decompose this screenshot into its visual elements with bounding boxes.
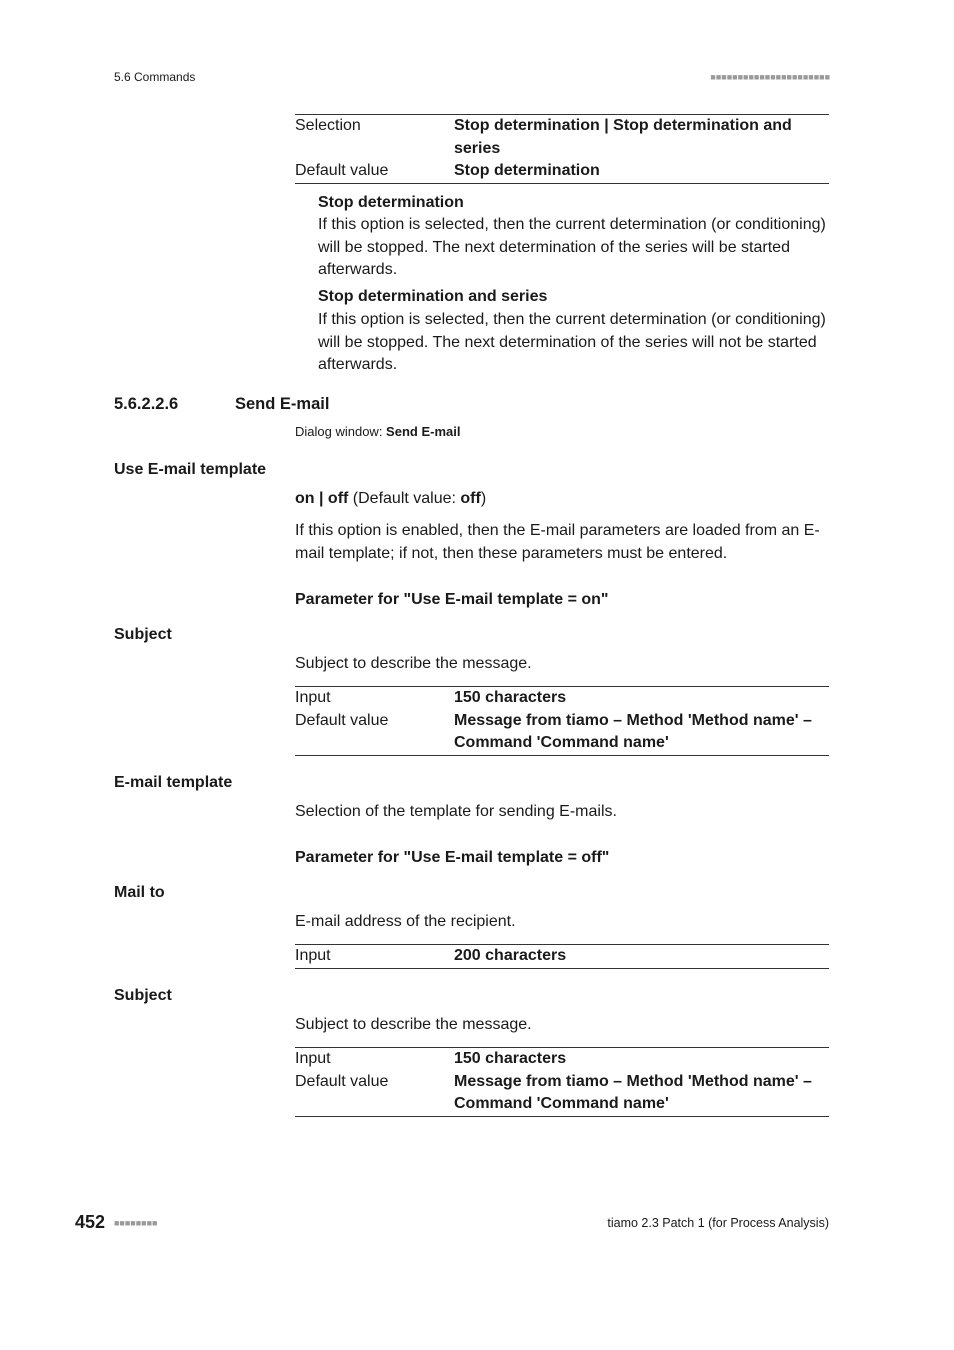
table-value: Stop determination: [454, 162, 600, 179]
table-label: Input: [295, 689, 331, 706]
table-value: Message from tiamo – Method 'Method name' – Command 'Command name': [454, 1072, 812, 1112]
table-value: 150 characters: [454, 689, 567, 706]
parameter-table: [295, 944, 829, 969]
parameter-description: E-mail address of the recipient.: [295, 913, 516, 930]
default-value: off: [460, 490, 481, 507]
dialog-prefix: Dialog window:: [295, 424, 387, 439]
parameter-heading: Mail to: [114, 884, 165, 901]
page-number: 452: [75, 1212, 106, 1232]
default-prefix: (Default value:: [348, 490, 461, 507]
section-title: Send E-mail: [235, 395, 330, 413]
parameter-heading: Subject: [114, 987, 172, 1004]
table-label: Default value: [295, 162, 389, 179]
parameter-heading: Use E-mail template: [114, 461, 267, 478]
parameter-values: [295, 488, 829, 511]
table-value: 200 characters: [454, 947, 567, 964]
option-text: If this option is selected, then the current determination (or conditioning) will be stopped. The next determination of the series will be started afterwards.: [318, 216, 826, 278]
parameter-group-heading: Parameter for "Use E-mail template = off": [295, 849, 610, 866]
default-suffix: ): [480, 490, 487, 507]
footer-decoration: ■■■■■■■■: [114, 1218, 158, 1228]
parameter-description: Selection of the template for sending E-mails.: [295, 803, 617, 820]
table-row: [295, 710, 829, 755]
table-row: [295, 1071, 829, 1116]
parameter-description: If this option is enabled, then the E-mail parameters are loaded from an E-mail template; if not, then these parameters must be entered.: [295, 522, 820, 562]
running-header-section: 5.6 Commands: [114, 70, 196, 84]
table-value: Stop determination | Stop determination and series: [454, 117, 792, 157]
header-decoration: ■■■■■■■■■■■■■■■■■■■■■■: [710, 72, 830, 82]
option-title: Stop determination and series: [318, 288, 548, 305]
section-number: 5.6.2.2.6: [114, 395, 179, 413]
option-title: Stop determination: [318, 194, 464, 211]
parameter-heading: E-mail template: [114, 774, 233, 791]
table-row: [295, 160, 829, 183]
dialog-window-line: [295, 424, 829, 439]
table-value: 150 characters: [454, 1050, 567, 1067]
parameter-heading: Subject: [114, 626, 172, 643]
table-label: Input: [295, 947, 331, 964]
value-options: on | off: [295, 490, 349, 507]
table-row: [295, 115, 829, 160]
table-row: [295, 1048, 829, 1071]
parameter-table: [295, 686, 829, 756]
table-label: Input: [295, 1050, 331, 1067]
table-label: Selection: [295, 117, 361, 134]
footer-product: tiamo 2.3 Patch 1 (for Process Analysis): [607, 1216, 829, 1230]
parameter-description: Subject to describe the message.: [295, 1016, 532, 1033]
table-row: [295, 687, 829, 710]
selection-table: [295, 114, 829, 184]
table-label: Default value: [295, 711, 389, 729]
table-value: Message from tiamo – Method 'Method name' – Command 'Command name': [454, 711, 812, 751]
parameter-description: Subject to describe the message.: [295, 655, 532, 672]
table-row: [295, 945, 829, 968]
parameter-group-heading: Parameter for "Use E-mail template = on": [295, 591, 609, 608]
parameter-table: [295, 1047, 829, 1117]
table-label: Default value: [295, 1072, 389, 1090]
dialog-name: Send E-mail: [386, 424, 461, 439]
option-text: If this option is selected, then the current determination (or conditioning) will be stopped. The next determination of the series will not be started afterwards.: [318, 311, 826, 373]
